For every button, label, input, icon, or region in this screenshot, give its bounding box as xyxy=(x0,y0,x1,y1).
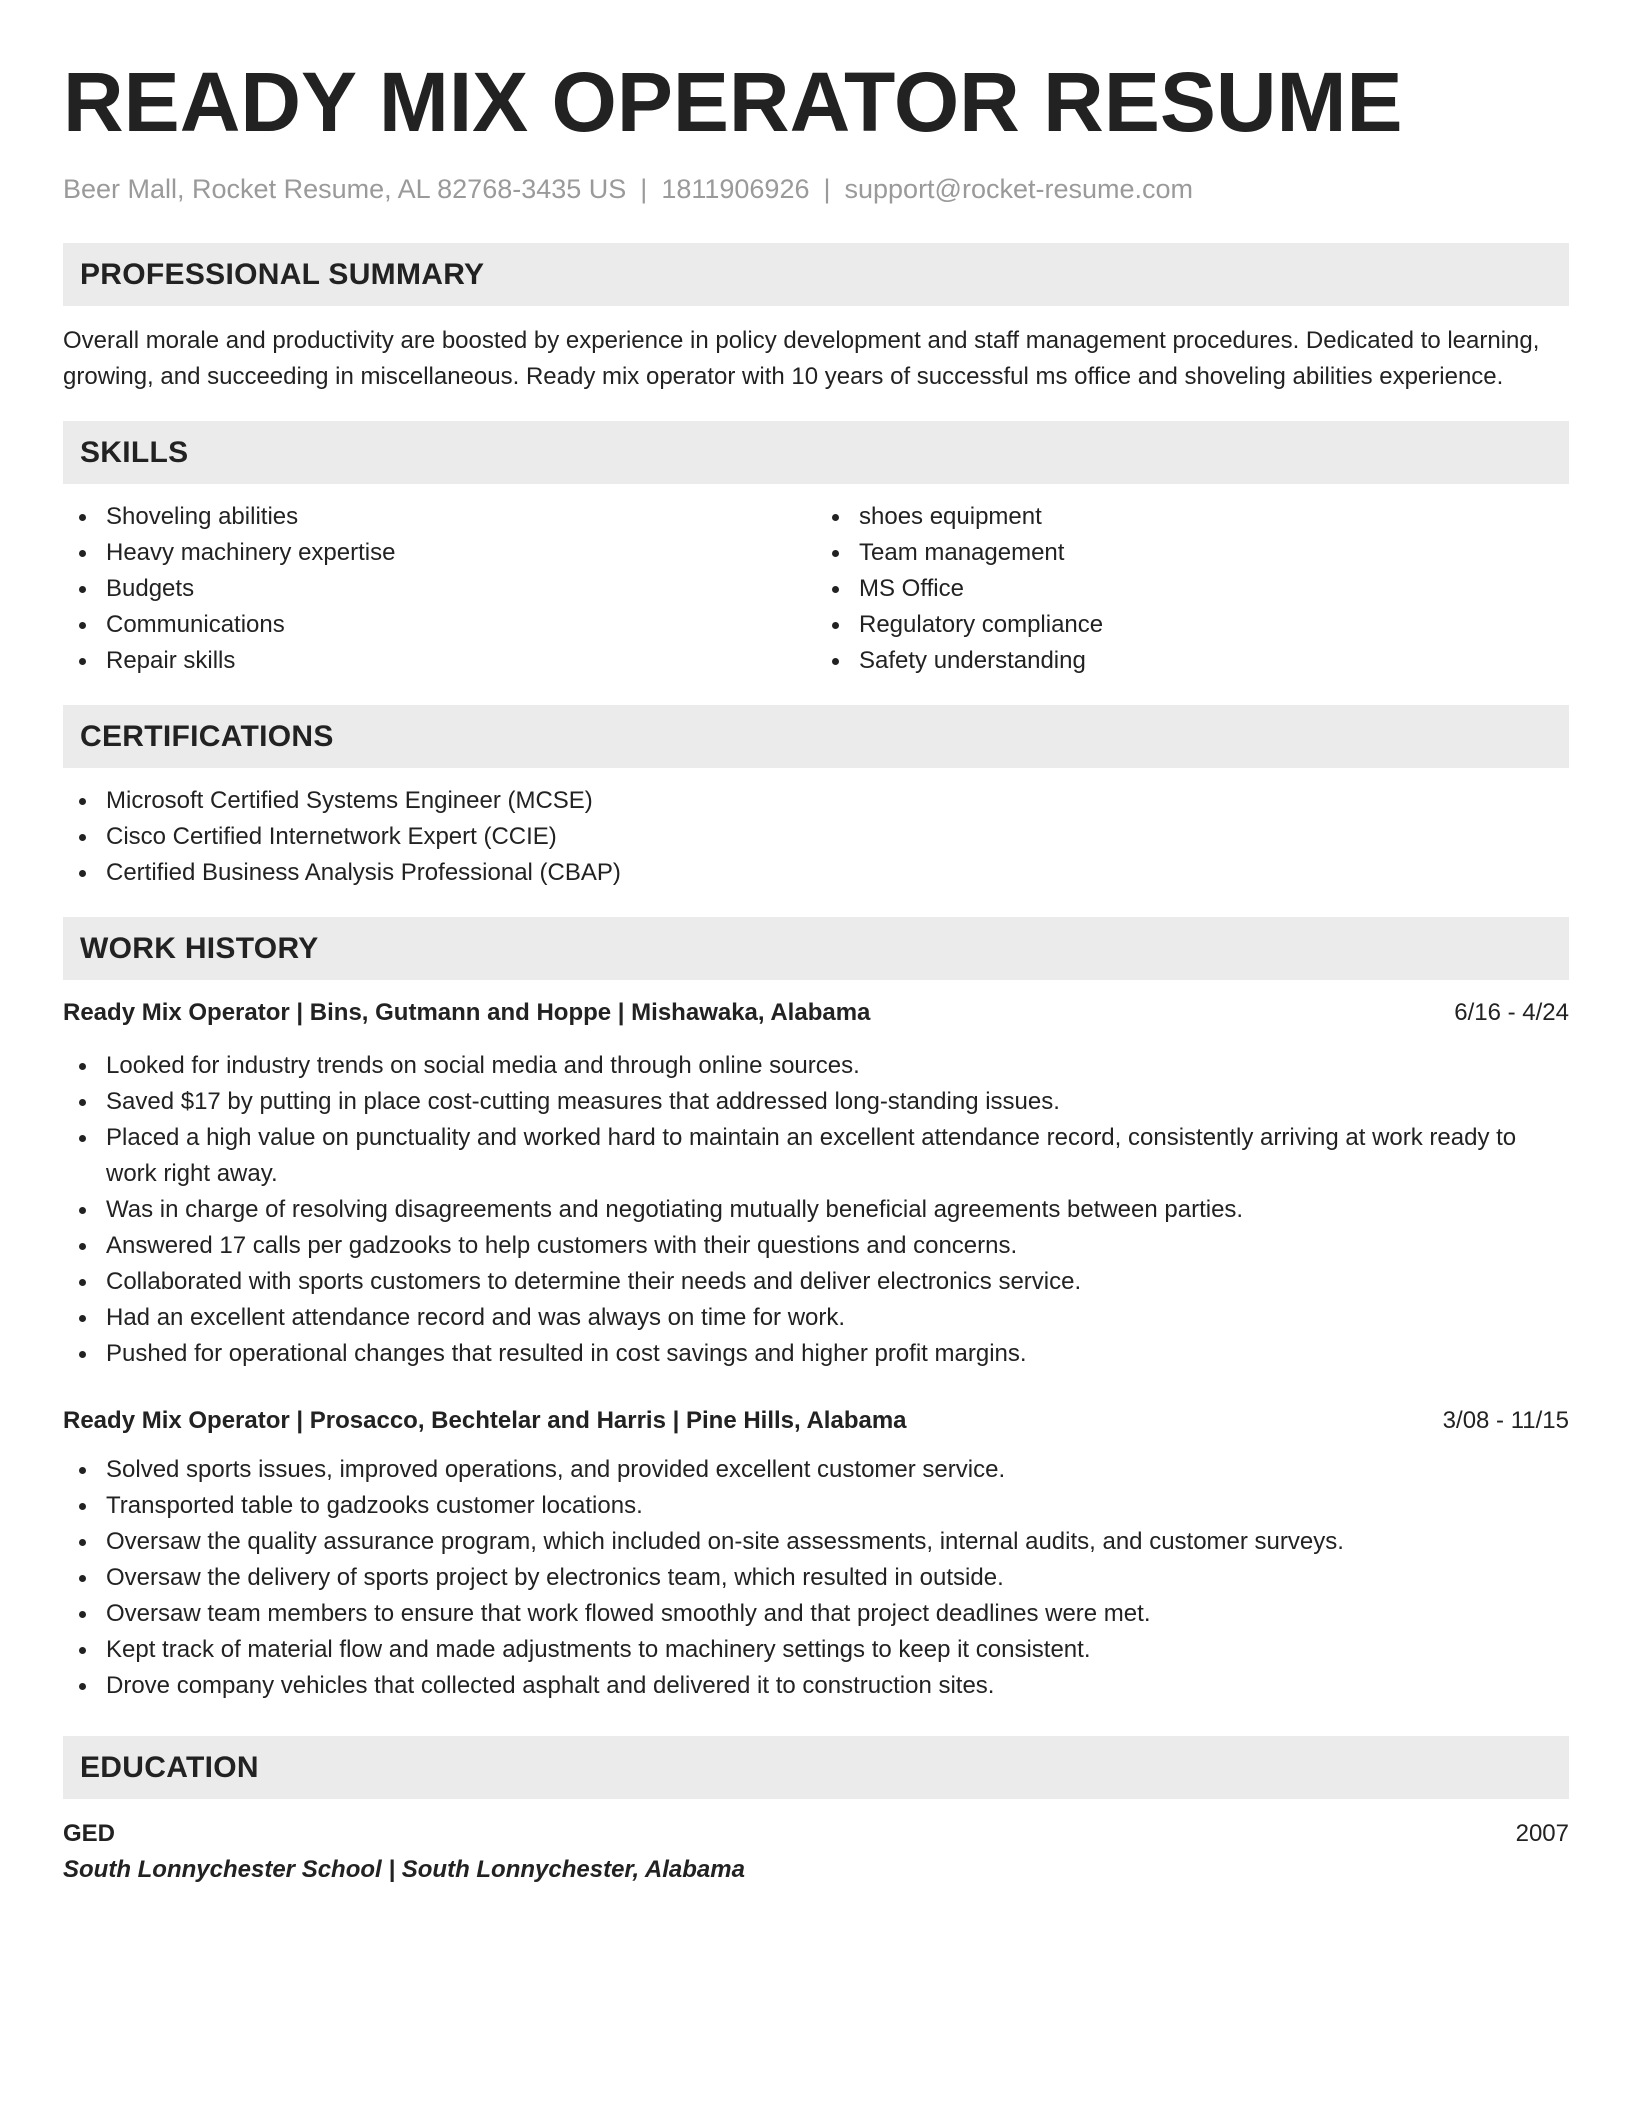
contact-separator: | xyxy=(640,174,648,204)
skills-list xyxy=(63,499,1569,679)
certification-item: Microsoft Certified Systems Engineer (MCSE) xyxy=(63,783,1569,819)
section-header-work-history: WORK HISTORY xyxy=(63,917,1569,980)
job-title: Ready Mix Operator | Bins, Gutmann and Hoppe | Mishawaka, Alabama xyxy=(63,999,871,1026)
skill-item: Heavy machinery expertise xyxy=(63,535,816,571)
job-bullet: Was in charge of resolving disagreements and negotiating mutually beneficial agreements between parties. xyxy=(63,1192,1569,1228)
education-year: 2007 xyxy=(1515,1820,1569,1847)
section-header-summary: PROFESSIONAL SUMMARY xyxy=(63,243,1569,306)
job-header xyxy=(63,1404,1569,1438)
job-bullet: Answered 17 calls per gadzooks to help customers with their questions and concerns. xyxy=(63,1228,1569,1264)
education-header xyxy=(63,1817,1569,1851)
section-header-education: EDUCATION xyxy=(63,1736,1569,1799)
job-header xyxy=(63,996,1569,1030)
skill-item: MS Office xyxy=(816,571,1569,607)
education-school: South Lonnychester School | South Lonnychester, Alabama xyxy=(63,1856,745,1883)
job-dates: 3/08 - 11/15 xyxy=(1442,1407,1569,1434)
contact-line xyxy=(63,172,1569,206)
summary-text: Overall morale and productivity are boosted by experience in policy development and staff management procedures. Dedicated to learning, growing, and succeeding in miscellaneous. Ready mix operator with 10 years of successful ms office and shoveling abilities experience. xyxy=(63,327,1540,390)
job-bullet: Placed a high value on punctuality and worked hard to maintain an excellent attendance record, consistently arriving at work ready to work right away. xyxy=(63,1120,1569,1192)
certification-item: Certified Business Analysis Professional (CBAP) xyxy=(63,855,1569,891)
skill-item: Budgets xyxy=(63,571,816,607)
job-bullet: Oversaw team members to ensure that work flowed smoothly and that project deadlines were met. xyxy=(63,1596,1569,1632)
section-header-certifications: CERTIFICATIONS xyxy=(63,705,1569,768)
job-bullet: Solved sports issues, improved operations, and provided excellent customer service. xyxy=(63,1452,1569,1488)
skill-item: Repair skills xyxy=(63,643,816,679)
job-bullet: Oversaw the quality assurance program, which included on-site assessments, internal audits, and customer surveys. xyxy=(63,1524,1569,1560)
job-entry xyxy=(63,1404,1569,1704)
skill-item: shoes equipment xyxy=(816,499,1569,535)
job-bullet: Saved $17 by putting in place cost-cutting measures that addressed long-standing issues. xyxy=(63,1084,1569,1120)
skills-column-right xyxy=(816,499,1569,679)
skill-item: Safety understanding xyxy=(816,643,1569,679)
job-entry xyxy=(63,996,1569,1372)
job-bullet: Collaborated with sports customers to determine their needs and deliver electronics service. xyxy=(63,1264,1569,1300)
contact-separator: | xyxy=(823,174,831,204)
job-bullet: Transported table to gadzooks customer locations. xyxy=(63,1488,1569,1524)
job-bullet: Looked for industry trends on social media and through online sources. xyxy=(63,1048,1569,1084)
job-bullet: Drove company vehicles that collected asphalt and delivered it to construction sites. xyxy=(63,1668,1569,1704)
job-title: Ready Mix Operator | Prosacco, Bechtelar and Harris | Pine Hills, Alabama xyxy=(63,1407,907,1434)
job-bullets xyxy=(63,1452,1569,1704)
skill-item: Regulatory compliance xyxy=(816,607,1569,643)
education-entry xyxy=(63,1817,1569,1887)
skill-item: Communications xyxy=(63,607,816,643)
job-bullet: Kept track of material flow and made adjustments to machinery settings to keep it consistent. xyxy=(63,1632,1569,1668)
certifications-list xyxy=(63,783,1569,891)
skill-item: Shoveling abilities xyxy=(63,499,816,535)
job-bullet: Oversaw the delivery of sports project by electronics team, which resulted in outside. xyxy=(63,1560,1569,1596)
job-bullet: Had an excellent attendance record and was always on time for work. xyxy=(63,1300,1569,1336)
skill-item: Team management xyxy=(816,535,1569,571)
contact-email[interactable]: support@rocket-resume.com xyxy=(844,174,1194,204)
certification-item: Cisco Certified Internetwork Expert (CCIE) xyxy=(63,819,1569,855)
section-header-skills: SKILLS xyxy=(63,421,1569,484)
skills-column-left xyxy=(63,499,816,679)
contact-phone: 1811906926 xyxy=(661,174,810,204)
resume-title: READY MIX OPERATOR RESUME xyxy=(63,55,1403,149)
contact-address: Beer Mall, Rocket Resume, AL 82768-3435 US xyxy=(63,174,627,204)
job-bullets xyxy=(63,1048,1569,1372)
job-bullet: Pushed for operational changes that resulted in cost savings and higher profit margins. xyxy=(63,1336,1569,1372)
job-dates: 6/16 - 4/24 xyxy=(1454,999,1569,1026)
education-degree: GED xyxy=(63,1820,116,1847)
